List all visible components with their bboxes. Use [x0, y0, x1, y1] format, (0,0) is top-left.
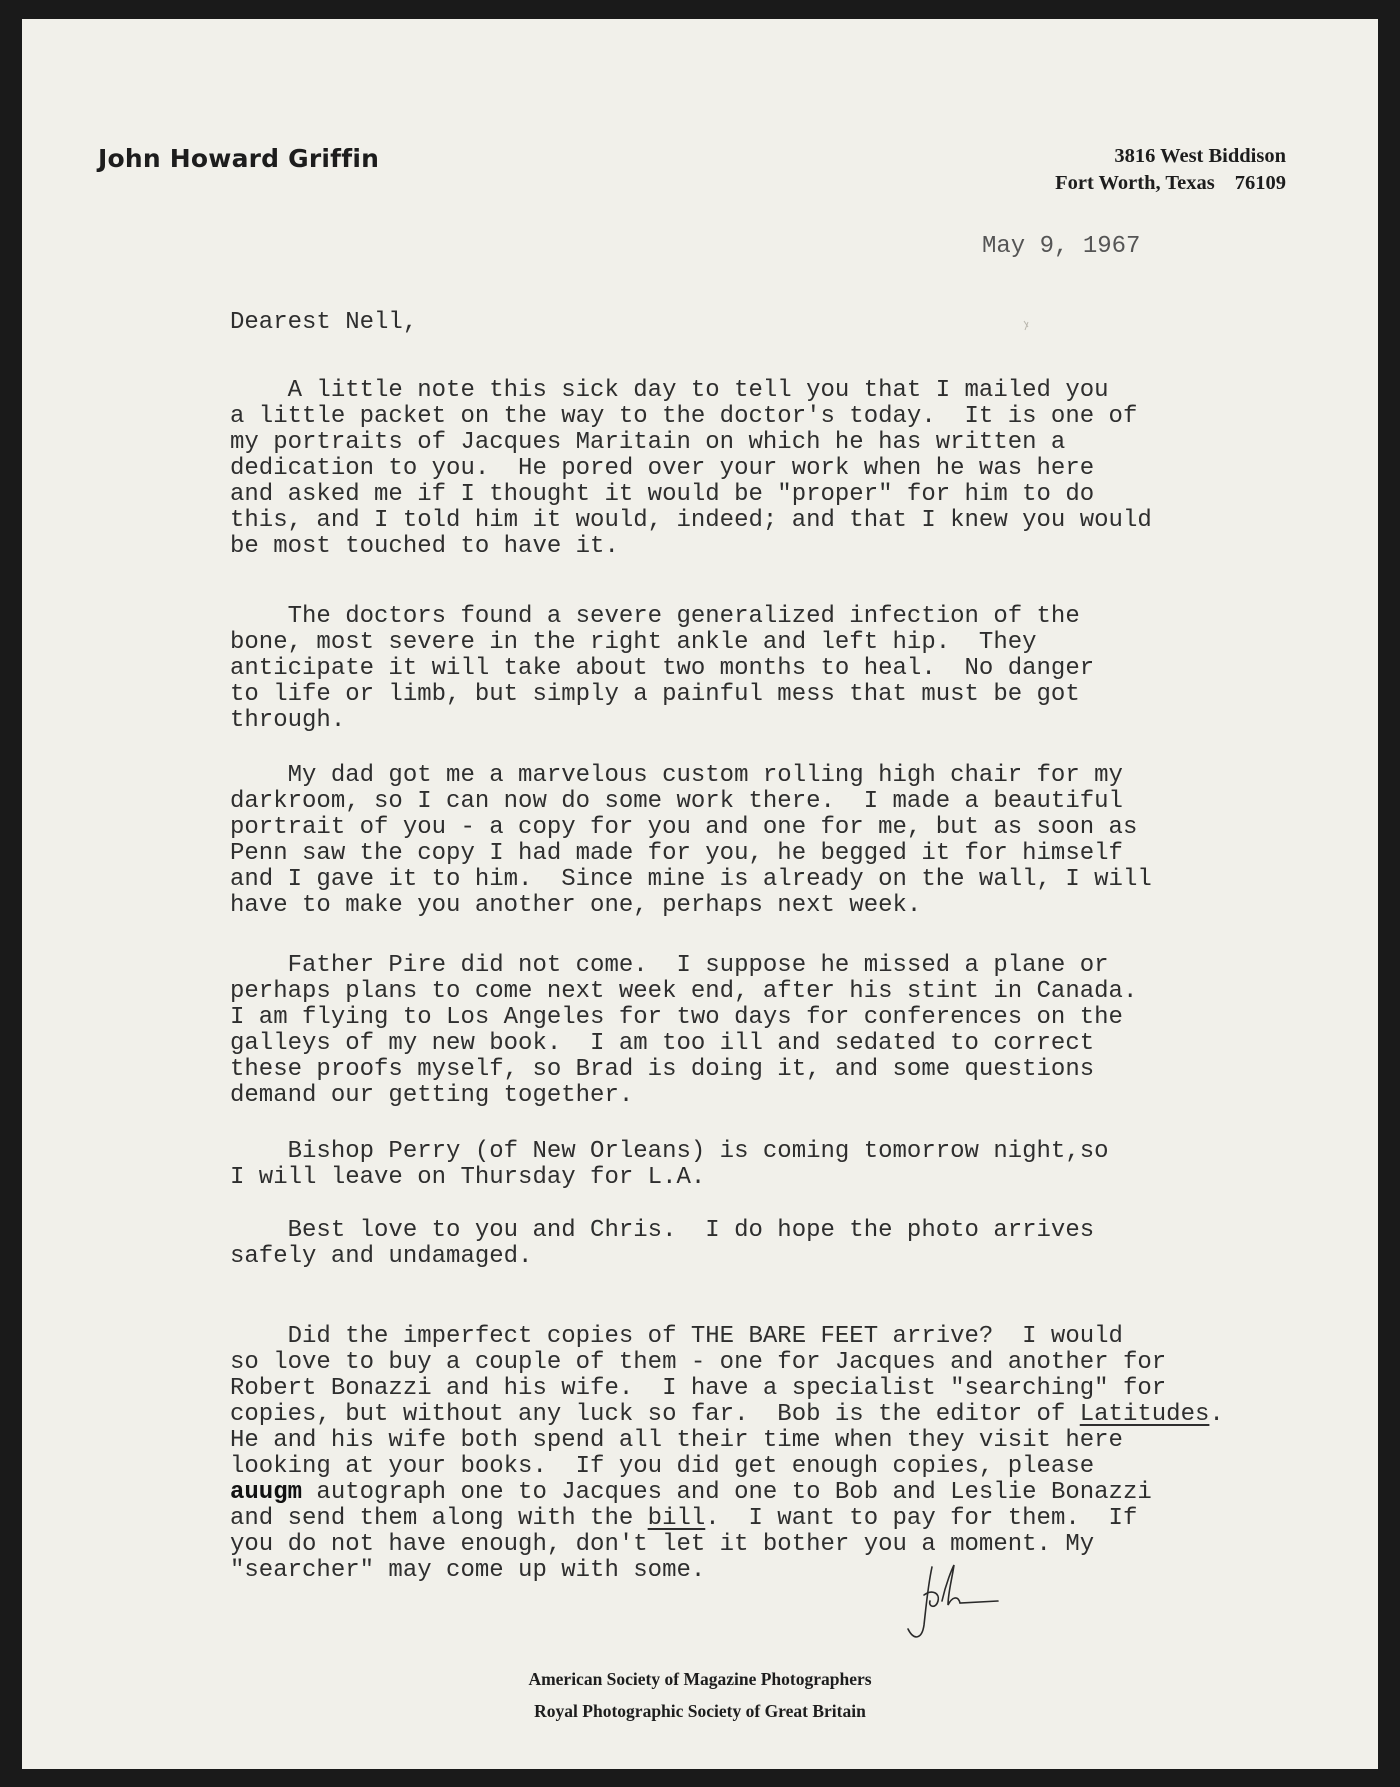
paragraph-line: I will leave on Thursday for L.A. [230, 1164, 706, 1191]
paragraph-line: bone, most severe in the right ankle and left hip. They [230, 629, 1037, 656]
paragraph-line: my portraits of Jacques Maritain on which he has written a [230, 429, 1066, 456]
paragraph-line: portrait of you - a copy for you and one for me, but as soon as [230, 814, 1138, 841]
paragraph-line: to life or limb, but simply a painful mess that must be got [230, 681, 1080, 708]
address-city: Fort Worth, Texas [1055, 172, 1215, 194]
letter-paragraph [230, 1218, 1094, 1270]
paragraph-line: Bishop Perry (of New Orleans) is coming tomorrow night,so [230, 1138, 1109, 1165]
letter-date: May 9, 1967 [982, 233, 1141, 260]
paragraph-line: I am flying to Los Angeles for two days for conferences on the [230, 1004, 1123, 1031]
paragraph-line: copies, but without any luck so far. Bob is the editor of Latitudes. [230, 1401, 1224, 1428]
address-zip: 76109 [1234, 172, 1286, 194]
paragraph-line: The doctors found a severe generalized infection of the [230, 603, 1080, 630]
underlined-word: bill [647, 1505, 706, 1532]
address-street: 3816 West Biddison [1114, 145, 1286, 167]
salutation: Dearest Nell, [230, 309, 418, 336]
paragraph-line: galleys of my new book. I am too ill and sedated to correct [230, 1030, 1095, 1057]
letter-paragraph [230, 1139, 1109, 1191]
paragraph-line: dedication to you. He pored over your work when he was here [230, 455, 1095, 482]
letter-paragraph [230, 604, 1094, 734]
paragraph-line: so love to buy a couple of them - one for Jacques and another for [230, 1349, 1167, 1376]
footer-affiliation-2: Royal Photographic Society of Great Britain [534, 1701, 866, 1721]
paragraph-line: perhaps plans to come next week end, after his stint in Canada. [230, 978, 1138, 1005]
struck-text: auugm [230, 1479, 303, 1506]
paragraph-line: these proofs myself, so Brad is doing it, and some questions [230, 1056, 1095, 1083]
letter-paragraph [230, 763, 1152, 919]
paragraph-line: and I gave it to him. Since mine is already on the wall, I will [230, 866, 1152, 893]
handwritten-signature [902, 1555, 1012, 1655]
paragraph-line: He and his wife both spend all their time when they visit here [230, 1427, 1123, 1454]
paragraph-line: darkroom, so I can now do some work there. I made a beautiful [230, 788, 1123, 815]
paragraph-line: "searcher" may come up with some. [230, 1557, 706, 1584]
letter-page [22, 19, 1378, 1769]
paragraph-line: auugm autograph one to Jacques and one to Bob and Leslie Bonazzi [230, 1479, 1152, 1506]
paragraph-line: and asked me if I thought it would be "proper" for him to do [230, 481, 1095, 508]
paragraph-line: safely and undamaged. [230, 1243, 533, 1270]
paragraph-line: demand our getting together. [230, 1082, 634, 1109]
paragraph-line: be most touched to have it. [230, 533, 619, 560]
letterhead-address [886, 143, 1286, 197]
paragraph-line: this, and I told him it would, indeed; and that I knew you would [230, 507, 1152, 534]
letter-paragraph-last [230, 1298, 1224, 1636]
paragraph-line: you do not have enough, don't let it bother you a moment. My [230, 1531, 1095, 1558]
letter-paragraph [230, 378, 1152, 560]
magazine-title: Latitudes [1079, 1401, 1210, 1428]
paragraph-line: and send them along with the bill. I want to pay for them. If [230, 1505, 1138, 1532]
paragraph-line: Father Pire did not come. I suppose he missed a plane or [230, 952, 1109, 979]
ink-mark [1022, 319, 1032, 333]
footer-affiliation-1: American Society of Magazine Photographers [528, 1669, 872, 1689]
paragraph-line: My dad got me a marvelous custom rolling high chair for my [230, 762, 1123, 789]
paragraph-line: looking at your books. If you did get enough copies, please [230, 1453, 1095, 1480]
paragraph-line: through. [230, 707, 346, 734]
address-city-line [886, 170, 1286, 197]
paragraph-line: Penn saw the copy I had made for you, he begged it for himself [230, 840, 1123, 867]
paragraph-line: Did the imperfect copies of THE BARE FEET arrive? I would [230, 1323, 1123, 1350]
paragraph-line: anticipate it will take about two months to heal. No danger [230, 655, 1095, 682]
paragraph-line: Best love to you and Chris. I do hope the photo arrives [230, 1217, 1095, 1244]
paragraph-line: A little note this sick day to tell you that I mailed you [230, 377, 1109, 404]
paragraph-line: a little packet on the way to the doctor's today. It is one of [230, 403, 1138, 430]
letter-paragraph [230, 953, 1137, 1109]
paragraph-line: Robert Bonazzi and his wife. I have a specialist "searching" for [230, 1375, 1167, 1402]
paragraph-line: have to make you another one, perhaps next week. [230, 892, 922, 919]
letterhead-name: John Howard Griffin [98, 144, 380, 173]
